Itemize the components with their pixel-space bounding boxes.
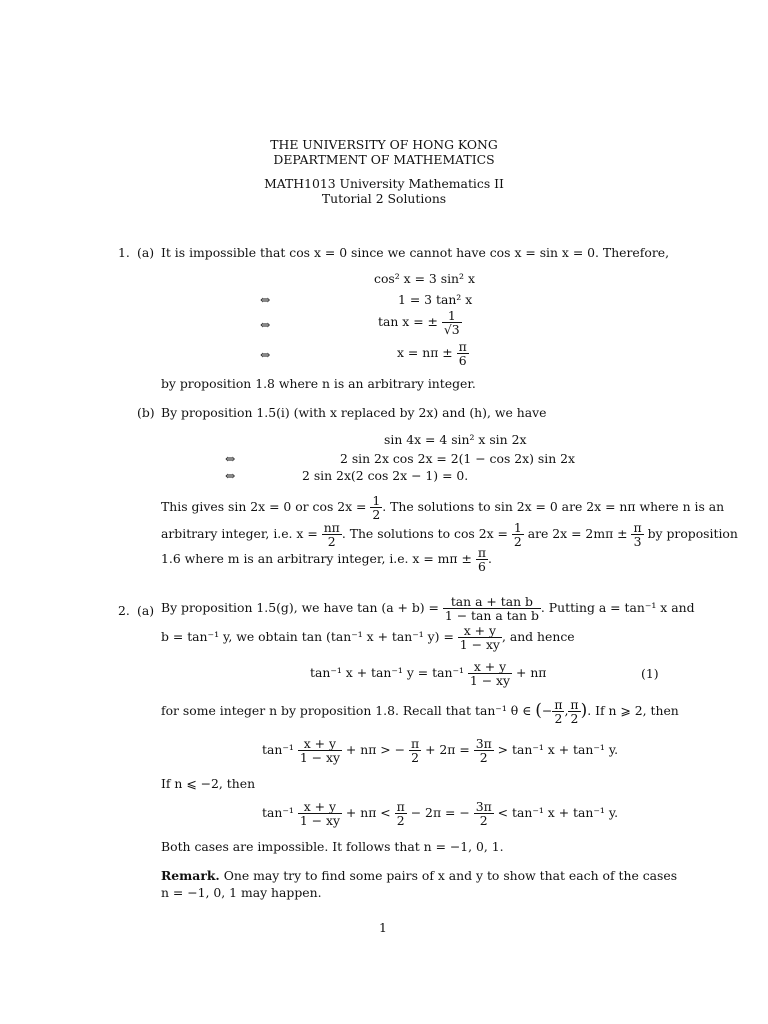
q1a-conclusion: by proposition 1.8 where n is an arbitrary integer.	[161, 376, 476, 391]
q2a-label: (a)	[137, 603, 155, 618]
q2a-tan-sum-fraction: $\frac{\text{tan a + tan b}}{\text{1 − tan a tan b}}$	[444, 594, 539, 624]
q2a-text-line3: for some integer n by proposition 1.8. Recall that tan⁻¹ θ ∈ (− $\frac{\pi}{2}$ , $\frac{\pi}{2}$ ). If n ⩾ 2, then	[161, 697, 679, 727]
q1b-npi-fraction: $\frac{n\pi}{2}$	[323, 520, 340, 550]
q1a-eq3-lhs: tan x = ±	[378, 314, 438, 330]
q2a-ineq1-xy-fraction: $\frac{x + y}{1 - xy}$	[299, 736, 340, 766]
course-title: MATH1013 University Mathematics II	[264, 176, 504, 191]
university-title: THE UNIVERSITY OF HONG KONG	[270, 137, 498, 152]
q2a-ineq1-pi2-fraction: $\frac{\pi}{2}$	[410, 736, 420, 766]
q2a-range-fraction-1: $\frac{\pi}{2}$	[554, 697, 563, 727]
q2a-range-fraction-2: $\frac{\pi}{2}$	[570, 697, 579, 727]
page-number: 1	[379, 920, 387, 935]
equation-tag-1: (1)	[641, 666, 659, 681]
q1-number: 1.	[118, 245, 130, 260]
q2a-inequality-1: tan⁻¹ $\frac{x + y}{1 - xy}$ + nπ > − $\frac{\pi}{2}$ + 2π = $\frac{3\pi}{2}$ > tan⁻¹ x + tan⁻¹ y.	[262, 736, 619, 766]
q2a-text-line4: If n ⩽ −2, then	[161, 776, 256, 791]
q1b-half-fraction-2: $\frac{1}{2}$	[513, 520, 522, 550]
q1a-eq3-fraction: $\frac{1}{√3}$	[443, 308, 460, 338]
q1a-eq4-arrow: ⇔	[260, 347, 271, 362]
q1a-eq2: 1 = 3 tan² x	[398, 292, 473, 307]
q2a-xy-fraction: $\frac{x + y}{1 - xy}$	[459, 623, 500, 653]
q2a-text-line1: By proposition 1.5(g), we have tan (a + b) = $\frac{\text{tan a + tan b}}{\text{1 − tan a tan b}}$ . Putting a = tan⁻¹ x and	[161, 594, 695, 624]
q1a-eq1: cos² x = 3 sin² x	[374, 271, 475, 286]
q1b-label: (b)	[137, 405, 155, 420]
q1a-eq3	[378, 309, 462, 336]
q1b-eq3: 2 sin 2x(2 cos 2x − 1) = 0.	[302, 468, 469, 483]
q1b-pi3-fraction: $\frac{\pi}{3}$	[633, 520, 642, 550]
q1b-pi6-fraction: $\frac{\pi}{6}$	[477, 545, 487, 575]
remark-label: Remark.	[161, 868, 220, 883]
q1a-eq4-fraction: $\frac{\pi}{6}$	[458, 339, 467, 369]
q2a-text-line2: b = tan⁻¹ y, we obtain tan (tan⁻¹ x + tan⁻¹ y) = $\frac{x + y}{1 - xy}$ , and hence	[161, 623, 575, 653]
q2a-conclusion: Both cases are impossible. It follows that n = −1, 0, 1.	[161, 839, 504, 854]
q2a-ineq2-pi2-fraction: $\frac{\pi}{2}$	[396, 799, 405, 829]
q1a-eq3-arrow: ⇔	[260, 317, 271, 332]
q1b-eq1: sin 4x = 4 sin² x sin 2x	[384, 432, 527, 447]
department-title: DEPARTMENT OF MATHEMATICS	[273, 152, 495, 167]
q1a-intro: It is impossible that cos x = 0 since we cannot have cos x = sin x = 0. Therefore,	[161, 245, 670, 260]
q1b-half-fraction: $\frac{1}{2}$	[372, 493, 381, 523]
q1b-text-line1: This gives sin 2x = 0 or cos 2x = $\frac{1}{2}$ . The solutions to sin 2x = 0 are 2x = nπ where n is an	[161, 493, 725, 523]
q2a-ineq2-xy-fraction: $\frac{x + y}{1 - xy}$	[299, 799, 340, 829]
q1b-intro: By proposition 1.5(i) (with x replaced by 2x) and (h), we have	[161, 405, 547, 420]
q1b-eq3-arrow: ⇔	[225, 468, 236, 483]
q2a-remark-line1: Remark. One may try to find some pairs of x and y to show that each of the cases	[161, 868, 678, 883]
q1b-eq2: 2 sin 2x cos 2x = 2(1 − cos 2x) sin 2x	[340, 451, 576, 466]
q2a-ineq1-3pi2-fraction: $\frac{3\pi}{2}$	[475, 736, 492, 766]
q1a-eq2-arrow: ⇔	[260, 292, 271, 307]
q1b-text-line3: 1.6 where m is an arbitrary integer, i.e. x = mπ ± $\frac{\pi}{6}$ .	[161, 545, 492, 575]
q1b-eq2-arrow: ⇔	[225, 451, 236, 466]
q2a-equation-1: tan⁻¹ x + tan⁻¹ y = tan⁻¹ $\frac{x + y}{1 - xy}$ + nπ	[310, 659, 547, 689]
q1a-eq4	[397, 340, 469, 367]
q1b-text-line2: arbitrary integer, i.e. x = $\frac{n\pi}{2}$ . The solutions to cos 2x = $\frac{1}{2}$ are 2x = 2mπ ± $\frac{\pi}{3}$ by proposition	[161, 520, 738, 550]
q2a-ineq2-3pi2-fraction: $\frac{3\pi}{2}$	[475, 799, 492, 829]
q2a-eq1-fraction: $\frac{x + y}{1 - xy}$	[469, 659, 511, 689]
q2a-inequality-2: tan⁻¹ $\frac{x + y}{1 - xy}$ + nπ < $\frac{\pi}{2}$ − 2π = − $\frac{3\pi}{2}$ < tan⁻¹ x + tan⁻¹ y.	[262, 799, 619, 829]
q1a-eq4-lhs: x = nπ ±	[397, 345, 453, 361]
q2-number: 2.	[118, 603, 130, 618]
tutorial-title: Tutorial 2 Solutions	[321, 191, 447, 206]
q2a-remark-line2: n = −1, 0, 1 may happen.	[161, 885, 322, 900]
q1a-label: (a)	[137, 245, 155, 260]
